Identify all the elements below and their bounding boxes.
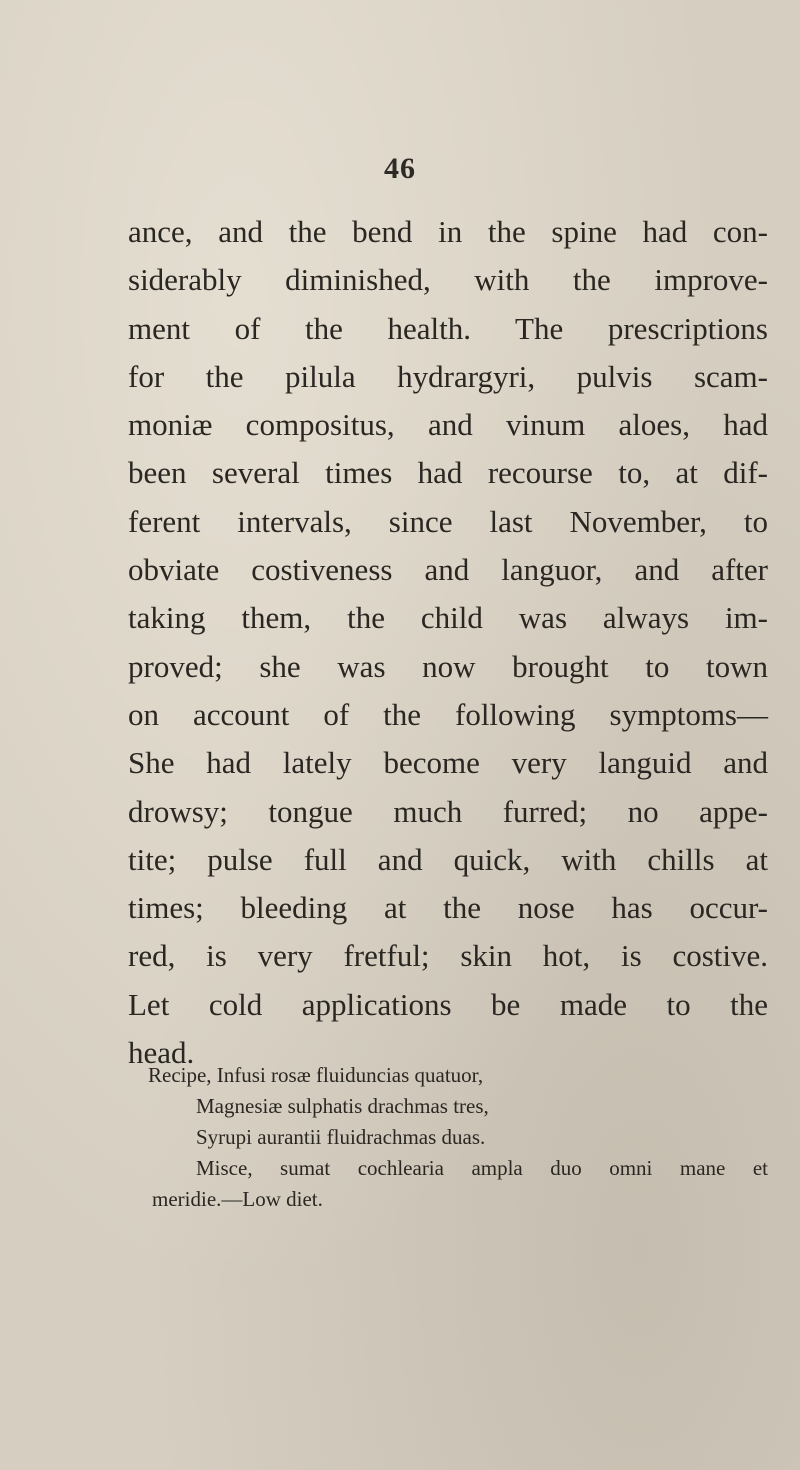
recipe-line: Magnesiæ sulphatis drachmas tres, bbox=[196, 1094, 489, 1118]
text-line: tite; pulse full and quick, with chills at bbox=[128, 841, 768, 877]
text-line: siderably diminished, with the improve- bbox=[128, 262, 768, 298]
page-number: 46 bbox=[384, 152, 416, 185]
recipe-line: Misce, sumat cochlearia ampla duo omni mane et bbox=[196, 1156, 768, 1180]
text-line: proved; she was now brought to town bbox=[128, 648, 768, 684]
text-line: for the pilula hydrargyri, pulvis scam- bbox=[128, 358, 768, 394]
text-line: moniæ compositus, and vinum aloes, had bbox=[128, 407, 768, 443]
recipe-block bbox=[148, 1060, 768, 1215]
text-line: She had lately become very languid and bbox=[128, 745, 768, 781]
recipe-line: meridie.—Low diet. bbox=[152, 1187, 323, 1211]
recipe-line: Syrupi aurantii fluidrachmas duas. bbox=[196, 1125, 486, 1149]
text-line: been several times had recourse to, at dif- bbox=[128, 455, 768, 491]
recipe-line: Recipe, Infusi rosæ fluiduncias quatuor, bbox=[148, 1063, 484, 1087]
text-line: on account of the following symptoms— bbox=[128, 696, 768, 732]
body-paragraph bbox=[128, 208, 768, 1077]
text-line: ance, and the bend in the spine had con- bbox=[128, 214, 768, 249]
text-line: obviate costiveness and languor, and after bbox=[128, 552, 768, 588]
text-line: head. bbox=[128, 1035, 195, 1071]
text-line: drowsy; tongue much furred; no appe- bbox=[128, 793, 768, 829]
text-line: ferent intervals, since last November, to bbox=[128, 503, 768, 539]
text-line: Let cold applications be made to the bbox=[128, 986, 768, 1022]
text-line: times; bleeding at the nose has occur- bbox=[128, 890, 768, 926]
text-line: ment of the health. The prescriptions bbox=[128, 310, 768, 346]
text-line: red, is very fretful; skin hot, is costive. bbox=[128, 938, 768, 974]
text-line: taking them, the child was always im- bbox=[128, 600, 768, 636]
